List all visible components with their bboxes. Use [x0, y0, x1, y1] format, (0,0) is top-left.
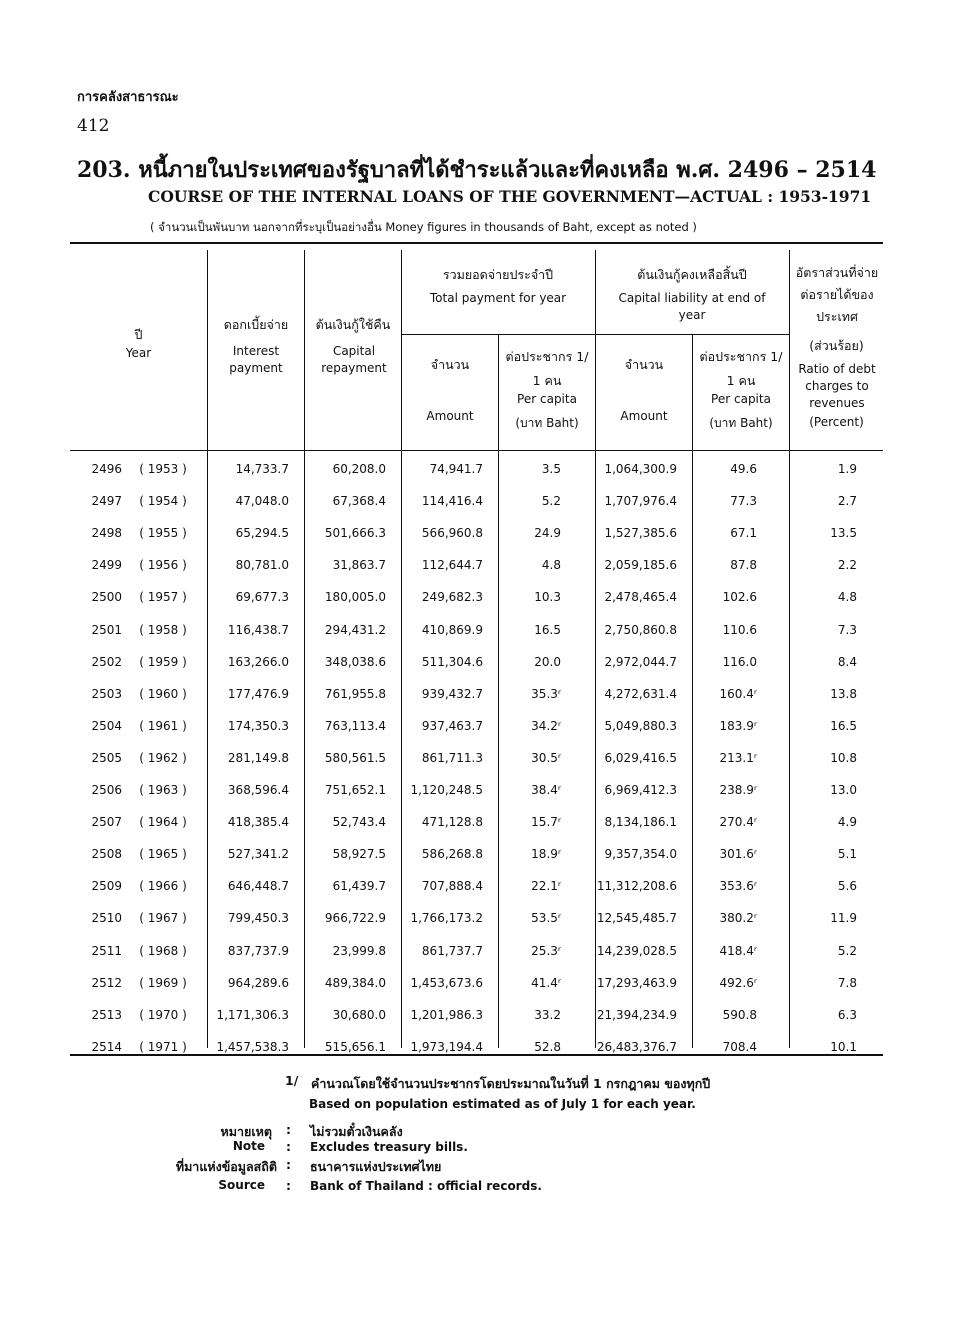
cell-be: 2509: [91, 879, 122, 894]
cell-total-pc: 3.5: [541, 462, 561, 476]
cell-liab: 8,134,186.1: [604, 815, 677, 830]
cell-ad: ( 1969 ): [139, 975, 187, 990]
cell-total: 511,304.6: [421, 654, 483, 669]
table-row: [70, 1032, 883, 1064]
cell-capital: 751,652.1: [324, 783, 386, 797]
cell-liab-pc: 77.3: [730, 494, 757, 509]
cell-capital: 31,863.7: [332, 558, 386, 573]
footnote-thai: คำนวณโดยใช้จำนวนประชากรโดยประมาณในวันที่ 1 กรกฎาคม ของทุกปี: [311, 1076, 711, 1091]
cell-liab: 1,064,300.9: [604, 462, 677, 476]
cell-total-pc: 33.2: [534, 1007, 561, 1022]
table-row: [70, 486, 883, 518]
cell-liab: 21,394,234.9: [596, 1007, 677, 1022]
cell-capital: 515,656.1: [324, 1039, 386, 1054]
header-liability-th: ต้นเงินกู้คงเหลือสิ้นปี: [637, 267, 747, 282]
cell-total: 410,869.9: [421, 622, 483, 637]
cell-ratio: 2.7: [837, 494, 857, 509]
source-label-thai: ที่มาแห่งข้อมูลสถิติ: [175, 1159, 277, 1174]
cell-be: 2513: [91, 1007, 122, 1022]
cell-ad: ( 1965 ): [139, 847, 187, 862]
cell-interest: 14,733.7: [235, 462, 289, 476]
cell-ad: ( 1970 ): [139, 1007, 187, 1022]
cell-total: 939,432.7: [421, 686, 483, 701]
cell-liab: 14,239,028.5: [596, 943, 677, 958]
cell-ratio: 1.9: [837, 462, 857, 476]
cell-ad: ( 1967 ): [139, 911, 187, 926]
cell-ratio: 4.8: [837, 590, 857, 605]
cell-ratio: 13.5: [830, 526, 857, 541]
cell-capital: 60,208.0: [332, 462, 386, 476]
cell-capital: 966,722.9: [324, 911, 386, 926]
cell-ad: ( 1963 ): [139, 783, 187, 797]
cell-capital: 58,927.5: [332, 847, 386, 862]
table-row: [70, 968, 883, 1000]
cell-be: 2512: [91, 975, 122, 990]
header-interest-th: ดอกเบี้ยจ่าย: [223, 317, 289, 332]
cell-be: 2506: [91, 783, 122, 797]
cell-total: 471,128.8: [421, 815, 483, 830]
cell-total: 1,453,673.6: [410, 975, 483, 990]
cell-interest: 799,450.3: [227, 911, 289, 926]
cell-total: 861,711.3: [421, 750, 483, 765]
table-row: [70, 711, 883, 743]
cell-liab: 2,478,465.4: [604, 590, 677, 605]
header-total-percap-en: Per capita: [517, 392, 577, 406]
cell-be: 2502: [91, 654, 122, 669]
cell-total: 1,766,173.2: [410, 911, 483, 926]
cell-interest: 65,294.5: [235, 526, 289, 541]
cell-ratio: 2.2: [837, 558, 857, 573]
table-row: [70, 775, 883, 807]
cell-total: 1,120,248.5: [410, 783, 483, 797]
cell-ad: ( 1956 ): [139, 558, 187, 573]
table-row: [70, 550, 883, 582]
cell-liab: 6,029,416.5: [604, 750, 677, 765]
cell-total-pc: 34.2ʳ: [531, 718, 561, 733]
cell-liab-pc: 116.0: [722, 654, 757, 669]
cell-ad: ( 1953 ): [139, 462, 187, 476]
cell-be: 2499: [91, 558, 122, 573]
cell-total: 586,268.8: [421, 847, 483, 862]
cell-be: 2508: [91, 847, 122, 862]
cell-total: 1,973,194.4: [410, 1039, 483, 1054]
table-row: [70, 807, 883, 839]
cell-capital: 30,680.0: [332, 1007, 386, 1022]
cell-interest: 1,171,306.3: [216, 1007, 289, 1022]
header-liab-percap-th2: 1 คน: [726, 373, 756, 388]
cell-total: 112,644.7: [421, 558, 483, 573]
cell-ad: ( 1959 ): [139, 654, 187, 669]
cell-liab: 5,049,880.3: [604, 718, 677, 733]
table-row: [70, 1000, 883, 1032]
header-capital-en: Capital repayment: [321, 344, 387, 375]
cell-total-pc: 5.2: [541, 494, 561, 509]
cell-liab-pc: 183.9ʳ: [719, 718, 757, 733]
header-ratio-unit: (Percent): [809, 415, 864, 429]
cell-ad: ( 1961 ): [139, 718, 187, 733]
cell-ad: ( 1966 ): [139, 879, 187, 894]
note-thai: ไม่รวมตั๋วเงินคลัง: [310, 1124, 403, 1139]
cell-liab-pc: 67.1: [730, 526, 757, 541]
cell-ad: ( 1957 ): [139, 590, 187, 605]
cell-total-pc: 25.3ʳ: [531, 943, 561, 958]
header-liab-amount-en: Amount: [620, 409, 668, 423]
header-bottom-rule: [70, 450, 883, 451]
cell-ratio: 10.8: [830, 750, 857, 765]
cell-ad: ( 1958 ): [139, 622, 187, 637]
page-number: 412: [77, 116, 110, 136]
cell-be: 2501: [91, 622, 122, 637]
table-row: [70, 518, 883, 550]
cell-be: 2500: [91, 590, 122, 605]
cell-total-pc: 18.9ʳ: [531, 847, 561, 862]
table-row: [70, 871, 883, 903]
note-label-thai: หมายเหตุ: [220, 1124, 272, 1139]
cell-ratio: 5.6: [837, 879, 857, 894]
cell-ad: ( 1960 ): [139, 686, 187, 701]
cell-liab: 26,483,376.7: [596, 1039, 677, 1054]
header-total-percap-th: ต่อประชากร 1/: [505, 349, 589, 364]
cell-total-pc: 41.4ʳ: [531, 975, 561, 990]
table-row: [70, 679, 883, 711]
cell-ratio: 8.4: [837, 654, 857, 669]
header-liab-amount-th: จำนวน: [624, 357, 664, 372]
cell-total: 566,960.8: [421, 526, 483, 541]
header-liab-percap-unit: (บาท Baht): [709, 416, 773, 430]
cell-ad: ( 1971 ): [139, 1039, 187, 1054]
header-total-en: Total payment for year: [429, 291, 567, 305]
source-label-english: Source: [218, 1178, 265, 1192]
cell-interest: 1,457,538.3: [216, 1039, 289, 1054]
cell-liab: 12,545,485.7: [596, 911, 677, 926]
cell-liab-pc: 160.4ʳ: [719, 686, 757, 701]
cell-capital: 23,999.8: [332, 943, 386, 958]
header-ratio-th2: (ส่วนร้อย): [809, 338, 864, 353]
cell-total: 1,201,986.3: [410, 1007, 483, 1022]
cell-capital: 67,368.4: [332, 494, 386, 509]
source-colon: :: [286, 1157, 291, 1172]
cell-ad: ( 1954 ): [139, 494, 187, 509]
cell-total-pc: 35.3ʳ: [531, 686, 561, 701]
cell-total-pc: 4.8: [541, 558, 561, 573]
cell-ratio: 13.0: [830, 783, 857, 797]
cell-liab-pc: 301.6ʳ: [719, 847, 757, 862]
cell-liab: 6,969,412.3: [604, 783, 677, 797]
header-capital-th: ต้นเงินกู้ใช้คืน: [315, 317, 391, 332]
table-row: [70, 839, 883, 871]
cell-liab: 2,059,185.6: [604, 558, 677, 573]
header-total-percap-th2: 1 คน: [532, 373, 562, 388]
header-liab-percap-th: ต่อประชากร 1/: [699, 349, 783, 364]
source-colon: :: [286, 1178, 291, 1193]
cell-ratio: 4.9: [837, 815, 857, 830]
table-title-thai: 203. หนี้ภายในประเทศของรัฐบาลที่ได้ชำระแล้วและที่คงเหลือ พ.ศ. 2496 – 2514: [77, 157, 877, 183]
cell-total-pc: 16.5: [534, 622, 561, 637]
group-rule: [401, 334, 789, 335]
cell-interest: 116,438.7: [227, 622, 289, 637]
note-label-english: Note: [232, 1139, 265, 1153]
cell-liab-pc: 238.9ʳ: [719, 783, 757, 797]
source-thai: ธนาคารแห่งประเทศไทย: [310, 1159, 442, 1174]
cell-be: 2505: [91, 750, 122, 765]
cell-capital: 180,005.0: [324, 590, 386, 605]
cell-interest: 69,677.3: [235, 590, 289, 605]
cell-be: 2510: [91, 911, 122, 926]
header-liab-percap-en: Per capita: [711, 392, 771, 406]
cell-capital: 489,384.0: [324, 975, 386, 990]
source-english: Bank of Thailand : official records.: [310, 1179, 542, 1193]
cell-ratio: 5.1: [837, 847, 857, 862]
cell-ratio: 5.2: [837, 943, 857, 958]
footnote-english: Based on population estimated as of July 1 for each year.: [309, 1097, 696, 1111]
section-header: การคลังสาธารณะ: [77, 90, 179, 105]
note-colon: :: [286, 1139, 291, 1154]
header-ratio-en: Ratio of debt charges to revenues: [798, 362, 876, 410]
cell-capital: 501,666.3: [324, 526, 386, 541]
cell-liab-pc: 590.8: [722, 1007, 757, 1022]
cell-capital: 763,113.4: [324, 718, 386, 733]
table-row: [70, 615, 883, 647]
table-title-english: COURSE OF THE INTERNAL LOANS OF THE GOVERNMENT—ACTUAL : 1953-1971: [148, 187, 872, 206]
cell-interest: 964,289.6: [227, 975, 289, 990]
cell-be: 2514: [91, 1039, 122, 1054]
cell-ratio: 13.8: [830, 686, 857, 701]
cell-capital: 52,743.4: [332, 815, 386, 830]
cell-ratio: 6.3: [837, 1007, 857, 1022]
cell-capital: 761,955.8: [324, 686, 386, 701]
cell-total: 861,737.7: [421, 943, 483, 958]
cell-liab: 2,750,860.8: [604, 622, 677, 637]
header-total-amount-en: Amount: [426, 409, 474, 423]
cell-liab-pc: 492.6ʳ: [719, 975, 757, 990]
cell-total-pc: 30.5ʳ: [531, 750, 561, 765]
cell-total: 707,888.4: [421, 879, 483, 894]
note-english: Excludes treasury bills.: [310, 1140, 468, 1154]
cell-interest: 163,266.0: [227, 654, 289, 669]
cell-total: 937,463.7: [421, 718, 483, 733]
header-year-en: Year: [125, 346, 152, 360]
header-total-amount-th: จำนวน: [430, 357, 470, 372]
header-ratio-th: อัตราส่วนที่จ่ายต่อรายได้ของประเทศ: [795, 265, 879, 324]
cell-be: 2503: [91, 686, 122, 701]
cell-liab-pc: 213.1ʳ: [719, 750, 757, 765]
cell-total: 114,416.4: [421, 494, 483, 509]
cell-total: 74,941.7: [429, 462, 483, 476]
cell-interest: 47,048.0: [235, 494, 289, 509]
table-top-rule: [70, 242, 883, 244]
cell-interest: 174,350.3: [227, 718, 289, 733]
cell-interest: 837,737.9: [227, 943, 289, 958]
cell-liab: 1,527,385.6: [604, 526, 677, 541]
cell-capital: 61,439.7: [332, 879, 386, 894]
cell-liab-pc: 110.6: [722, 622, 757, 637]
cell-total-pc: 15.7ʳ: [531, 815, 561, 830]
table-row: [70, 647, 883, 679]
cell-interest: 368,596.4: [227, 783, 289, 797]
cell-ad: ( 1962 ): [139, 750, 187, 765]
cell-liab: 11,312,208.6: [596, 879, 677, 894]
cell-capital: 294,431.2: [324, 622, 386, 637]
cell-liab: 4,272,631.4: [604, 686, 677, 701]
footnote-marker: 1/: [285, 1073, 299, 1088]
cell-interest: 418,385.4: [227, 815, 289, 830]
cell-be: 2507: [91, 815, 122, 830]
cell-ad: ( 1964 ): [139, 815, 187, 830]
table-row: [70, 582, 883, 614]
cell-interest: 281,149.8: [227, 750, 289, 765]
header-total-th: รวมยอดจ่ายประจำปี: [442, 267, 554, 282]
cell-total-pc: 24.9: [534, 526, 561, 541]
cell-liab-pc: 102.6: [722, 590, 757, 605]
cell-liab: 1,707,976.4: [604, 494, 677, 509]
cell-total-pc: 53.5ʳ: [531, 911, 561, 926]
cell-liab-pc: 418.4ʳ: [719, 943, 757, 958]
cell-liab-pc: 380.2ʳ: [719, 911, 757, 926]
cell-ratio: 11.9: [830, 911, 857, 926]
cell-liab-pc: 270.4ʳ: [719, 815, 757, 830]
cell-capital: 580,561.5: [324, 750, 386, 765]
cell-liab-pc: 87.8: [730, 558, 757, 573]
cell-liab: 9,357,354.0: [604, 847, 677, 862]
table-row: [70, 936, 883, 968]
cell-ratio: 10.1: [830, 1039, 857, 1054]
cell-ratio: 16.5: [830, 718, 857, 733]
table-row: [70, 454, 883, 486]
cell-liab-pc: 353.6ʳ: [719, 879, 757, 894]
cell-ad: ( 1955 ): [139, 526, 187, 541]
cell-capital: 348,038.6: [324, 654, 386, 669]
cell-interest: 80,781.0: [235, 558, 289, 573]
cell-be: 2498: [91, 526, 122, 541]
table-row: [70, 903, 883, 935]
header-total-percap-unit: (บาท Baht): [515, 416, 579, 430]
cell-liab-pc: 49.6: [730, 462, 757, 476]
cell-total-pc: 52.8: [534, 1039, 561, 1054]
table-row: [70, 743, 883, 775]
header-year-th: ปี: [134, 327, 143, 342]
cell-total-pc: 10.3: [534, 590, 561, 605]
header-interest-en: Interest payment: [229, 344, 283, 375]
cell-ratio: 7.3: [837, 622, 857, 637]
cell-total: 249,682.3: [421, 590, 483, 605]
cell-be: 2511: [91, 943, 122, 958]
cell-be: 2496: [91, 462, 122, 476]
cell-liab-pc: 708.4: [722, 1039, 757, 1054]
note-colon: :: [286, 1122, 291, 1137]
header-liability-en: Capital liability at end of year: [618, 291, 766, 322]
cell-ratio: 7.8: [837, 975, 857, 990]
cell-interest: 527,341.2: [227, 847, 289, 862]
cell-liab: 17,293,463.9: [596, 975, 677, 990]
cell-liab: 2,972,044.7: [604, 654, 677, 669]
units-note: ( จำนวนเป็นพันบาท นอกจากที่ระบุเป็นอย่างอื่น Money figures in thousands of Baht, except as noted ): [150, 220, 697, 234]
cell-interest: 177,476.9: [227, 686, 289, 701]
cell-total-pc: 20.0: [534, 654, 561, 669]
cell-interest: 646,448.7: [227, 879, 289, 894]
cell-total-pc: 22.1ʳ: [531, 879, 561, 894]
cell-ad: ( 1968 ): [139, 943, 187, 958]
cell-be: 2497: [91, 494, 122, 509]
cell-total-pc: 38.4ʳ: [531, 783, 561, 797]
cell-be: 2504: [91, 718, 122, 733]
